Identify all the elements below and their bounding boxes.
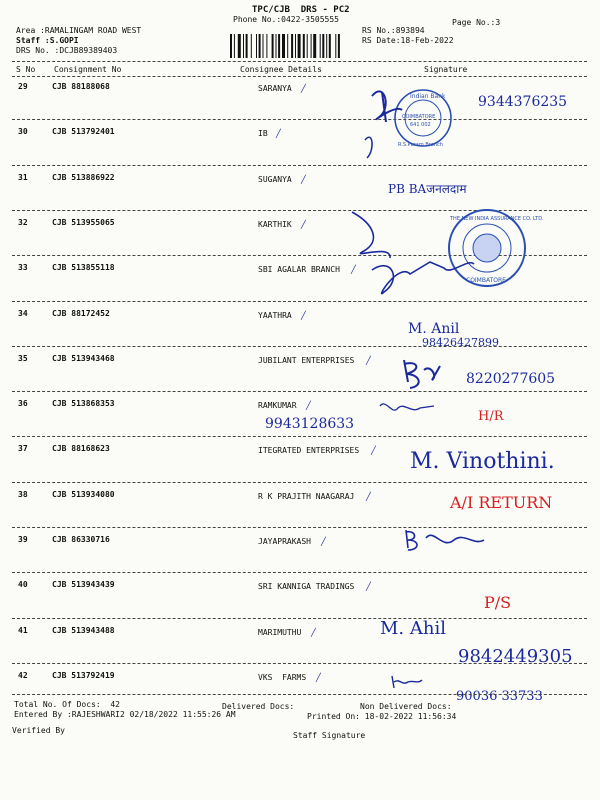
note-37: H/R <box>478 409 504 424</box>
tick-mark: ╱ <box>301 84 306 93</box>
row-consignee: JUBILANT ENTERPRISES <box>258 355 355 365</box>
tick-mark: ╱ <box>366 491 371 501</box>
tick-mark: ╱ <box>301 174 306 184</box>
row-consignee: SARANYA <box>258 84 292 93</box>
col-consignee: Consignee Details <box>240 65 322 74</box>
phone-number: Phone No.:0422-3505555 <box>233 15 339 24</box>
tick-mark: ╱ <box>301 310 306 320</box>
printed-on: Printed On: 18-02-2022 11:56:34 <box>307 712 457 721</box>
tick-mark: ╱ <box>351 265 356 275</box>
row-consignee: ITEGRATED ENTERPRISES <box>258 446 360 456</box>
row-sno: 33 <box>18 263 28 273</box>
tick-mark: ╱ <box>276 129 281 139</box>
staff-signature: Staff Signature <box>293 731 366 740</box>
row-consignee: JAYAPRAKASH <box>258 537 311 546</box>
stamp-line: Indian Bank <box>410 93 446 100</box>
rs-date: RS Date:18-Feb-2022 <box>362 36 454 45</box>
tick-mark: ╱ <box>321 537 326 546</box>
row-sno: 32 <box>18 217 28 227</box>
row-consignee: KARTHIK <box>258 219 292 229</box>
row-consignee: IB <box>258 129 268 139</box>
stamp-line: COIMBATORE <box>402 114 436 120</box>
signature-35 <box>404 360 440 388</box>
staff-field: Staff :S.GOPI <box>16 36 79 45</box>
tick-mark: ╱ <box>301 219 306 229</box>
row-consignee: YAATHRA <box>258 310 292 320</box>
row-sno: 36 <box>18 399 28 409</box>
row-consignee: VKS FARMS <box>258 672 307 682</box>
row-consignee: RAMKUMAR <box>258 401 297 411</box>
row-consignee: MARIMUTHU <box>258 627 302 637</box>
row-consignment: CJB 86330716 <box>52 535 110 544</box>
sheet-title: TPC/CJB DRS - PC2 <box>252 5 350 15</box>
row-consignment: CJB 513943468 <box>52 353 115 363</box>
insurance-stamp <box>449 210 544 286</box>
row-consignment: CJB 513955065 <box>52 217 115 227</box>
footer-divider <box>12 694 587 695</box>
row-consignment: CJB 513943488 <box>52 625 115 635</box>
row-sno: 37 <box>18 444 28 454</box>
row-consignment: CJB 88168623 <box>52 444 110 454</box>
row-sno: 30 <box>18 127 28 137</box>
col-sno: S No <box>16 65 36 74</box>
row-consignment: CJB 88172452 <box>52 308 110 318</box>
bank-stamp <box>395 90 451 148</box>
tick-mark: ╱ <box>311 627 316 637</box>
row-consignee: SUGANYA <box>258 174 292 184</box>
row-consignee: SRI KANNIGA TRADINGS <box>258 582 355 592</box>
row-sno: 35 <box>18 353 28 363</box>
row-consignment: CJB 513886922 <box>52 172 115 182</box>
row-consignee: SBI AGALAR BRANCH <box>258 265 340 275</box>
non-delivered-docs: Non Delivered Docs: <box>360 702 452 711</box>
row-sno: 34 <box>18 308 28 318</box>
row-sno: 38 <box>18 489 28 499</box>
phone-41: 9842449305 <box>458 646 573 667</box>
col-consignment: Consignment No <box>54 65 122 74</box>
stamp-line: COIMBATORE <box>466 277 506 284</box>
drs-number: DRS No. :DCJB89389403 <box>16 46 118 55</box>
row-sno: 39 <box>18 535 28 544</box>
tick-mark: ╱ <box>316 672 321 682</box>
phone-36: 9943128633 <box>265 416 355 432</box>
stamp-line: R.S.Puram Branch <box>398 142 443 148</box>
note-38: A/I RETURN <box>450 493 553 512</box>
signature-42 <box>392 676 422 688</box>
row-sno: 40 <box>18 580 28 590</box>
row-sno: 42 <box>18 670 28 680</box>
note-31: PB BAजनलदाम <box>388 182 467 196</box>
row-consignee: R K PRAJITH NAAGARAJ <box>258 491 355 501</box>
stamp-line: THE NEW INDIA ASSURANCE CO. LTD. <box>450 216 544 222</box>
phone-42: 90036 33733 <box>456 689 543 704</box>
stamp-line: 641 002 <box>410 122 431 128</box>
row-consignment: CJB 513943439 <box>52 580 115 590</box>
total-docs: Total No. Of Docs: 42 <box>14 700 120 709</box>
signature-30 <box>365 137 372 158</box>
row-sno: 29 <box>18 82 28 91</box>
col-signature: Signature <box>424 65 468 74</box>
area-field: Area :RAMALINGAM ROAD WEST <box>16 26 142 35</box>
signature-37: M. Vinothini. <box>410 449 555 474</box>
tick-mark: ╱ <box>366 355 371 365</box>
tick-mark: ╱ <box>306 401 311 411</box>
page-number: Page No.:3 <box>452 18 501 27</box>
phone-34: 98426427899 <box>422 336 499 349</box>
row-consignment: CJB 513792401 <box>52 127 115 137</box>
row-consignment: CJB 88188068 <box>52 82 110 91</box>
signature-33 <box>352 212 474 294</box>
row-sno: 41 <box>18 625 28 635</box>
signature-34: M. Anil <box>408 321 460 337</box>
row-consignment: CJB 513855118 <box>52 263 115 273</box>
verified-by: Verified By <box>12 726 65 735</box>
tick-mark: ╱ <box>366 582 371 592</box>
row-consignment: CJB 513868353 <box>52 399 115 409</box>
signature-41: M. Ahil <box>380 618 446 639</box>
phone-35: 8220277605 <box>466 371 556 387</box>
delivered-docs: Delivered Docs: <box>222 702 295 711</box>
phone-29: 9344376235 <box>478 94 568 110</box>
row-consignment: CJB 513934080 <box>52 489 115 499</box>
note-41: P/S <box>484 593 512 612</box>
tick-mark: ╱ <box>371 446 376 456</box>
entered-by: Entered By :RAJESHWARI2 02/18/2022 11:55:26 AM <box>14 710 236 719</box>
row-consignment: CJB 513792419 <box>52 670 115 680</box>
rs-number: RS No.:893894 <box>362 26 425 35</box>
row-sno: 31 <box>18 172 28 182</box>
signature-39 <box>406 530 484 550</box>
signature-36 <box>380 404 434 410</box>
